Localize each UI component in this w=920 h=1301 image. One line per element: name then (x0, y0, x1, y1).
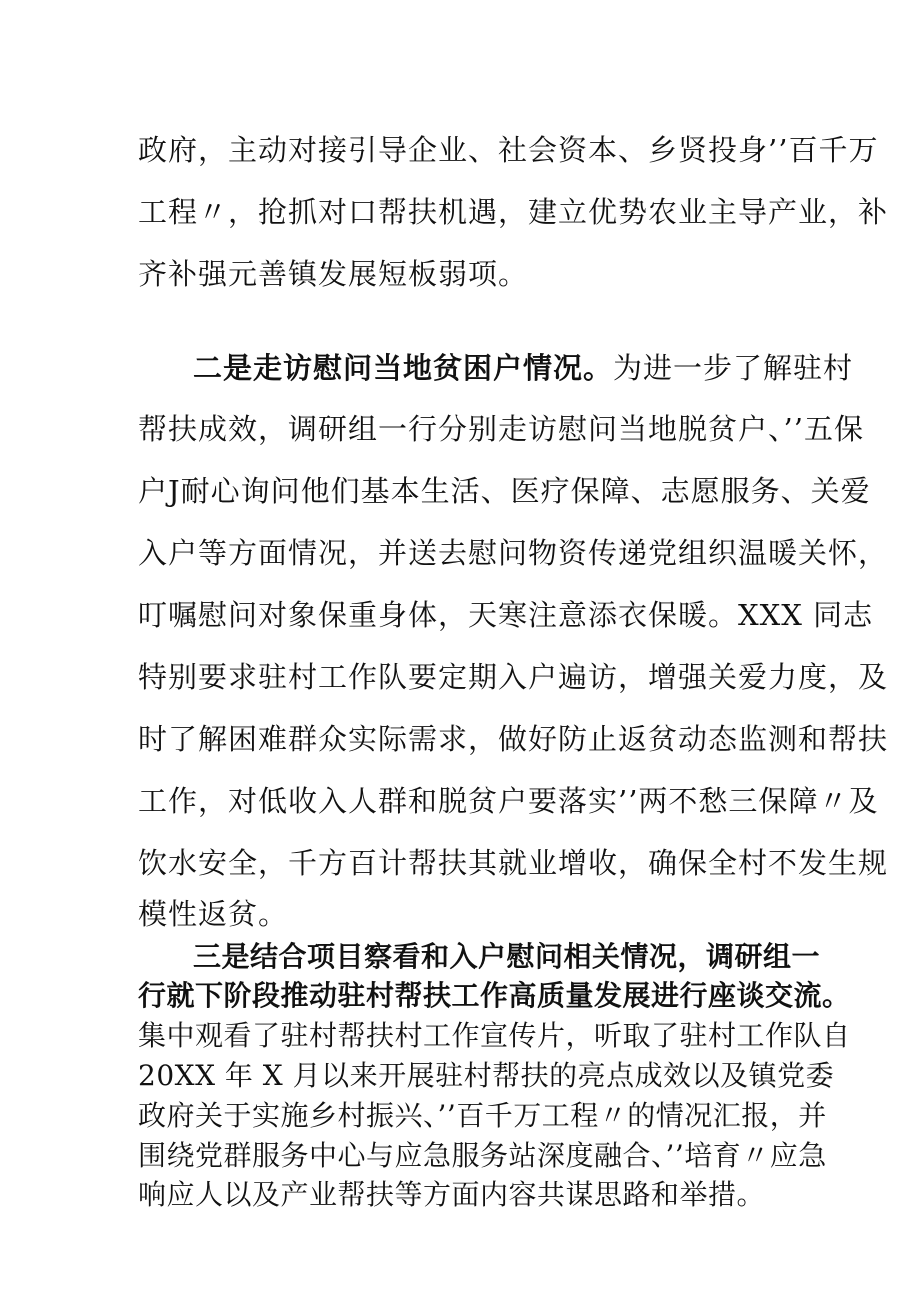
paragraph2-first-line (193, 346, 853, 387)
paragraph3-line-7: 响应人以及产业帮扶等方面内容共谋思路和举措。 (138, 1178, 766, 1211)
paragraph3-line-6: 围绕党群服务中心与应急服务站深度融合、’’培育〃应急 (138, 1139, 827, 1172)
paragraph2-line-8: 工作，对低收入人群和脱贫户要落实’’两不愁三保障〃及 (138, 784, 879, 818)
paragraph2-line-7: 时了解困难群众实际需求，做好防止返贫动态监测和帮扶 (138, 722, 889, 756)
paragraph1-line-2: 工程〃，抢抓对口帮扶机遇，建立优势农业主导产业，补 (138, 195, 889, 229)
paragraph3-line-4: 20XX 年 X 月以来开展驻村帮扶的亮点成效以及镇党委 (138, 1059, 835, 1092)
paragraph2-line-6: 特别要求驻村工作队要定期入户遍访，增强关爱力度，及 (138, 660, 889, 694)
paragraph2-first-rest: 为进一步了解驻村 (613, 351, 854, 385)
paragraph2-line-2: 帮扶成效，调研组一行分别走访慰问当地脱贫户、’’五保 (138, 412, 864, 446)
paragraph2-line-5: 叮嘱慰问对象保重身体，天寒注意添衣保暖。XXX 同志 (138, 598, 874, 632)
paragraph3-heading-line-2: 行就下阶段推动驻村帮扶工作高质量发展进行座谈交流。 (138, 979, 851, 1012)
paragraph3-line-5: 政府关于实施乡村振兴、’’百千万工程〃的情况汇报，并 (138, 1099, 827, 1132)
paragraph2-line-3: 户J耐心询问他们基本生活、医疗保障、志愿服务、关爱 (138, 474, 871, 508)
paragraph3-line-3: 集中观看了驻村帮扶村工作宣传片，听取了驻村工作队自 (138, 1019, 851, 1052)
paragraph2-line-9: 饮水安全，千方百计帮扶其就业增收，确保全村不发生规 (138, 846, 889, 880)
paragraph1-line-1: 政府，主动对接引导企业、社会资本、乡贤投身’’百千万 (138, 133, 879, 167)
paragraph2-line-4: 入户等方面情况，并送去慰问物资传递党组织温暖关怀， (138, 536, 889, 570)
paragraph2-line-10: 模性返贫。 (138, 897, 289, 931)
paragraph3-heading-line-1: 三是结合项目察看和入户慰问相关情况，调研组一 (193, 940, 821, 973)
paragraph2-heading: 二是走访慰问当地贫困户情况。 (193, 351, 614, 385)
paragraph1-line-3: 齐补强元善镇发展短板弱项。 (138, 257, 529, 291)
